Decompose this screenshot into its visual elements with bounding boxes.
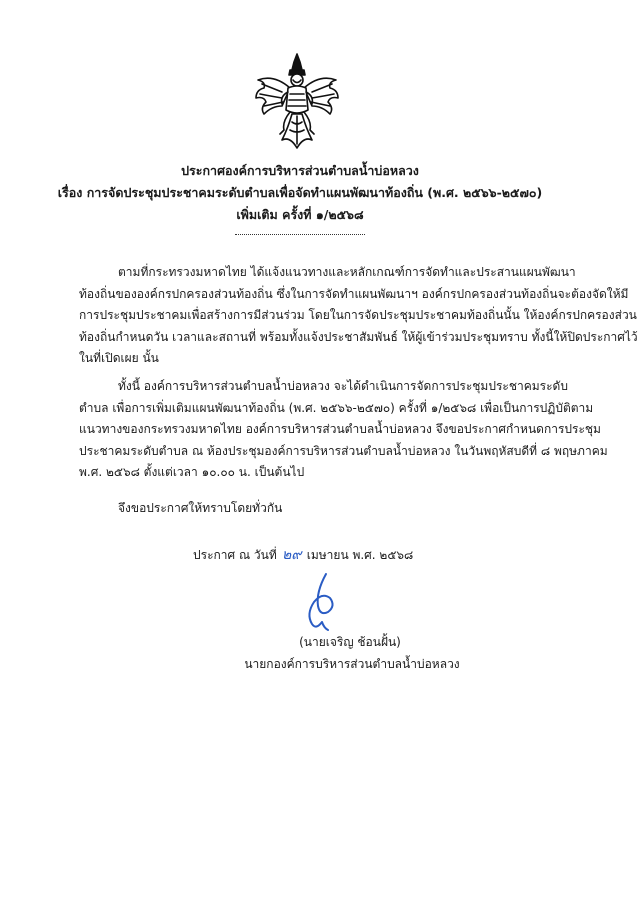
paragraph-line: จึงขอประกาศให้ทราบโดยทั่วกัน: [118, 501, 283, 515]
date-suffix: เมษายน พ.ศ. ๒๕๖๘: [306, 548, 414, 562]
paragraph-background: [79, 262, 638, 370]
paragraph-line: ตามที่กระทรวงมหาดไทย ได้แจ้งแนวทางและหลักเกณฑ์การจัดทำและประสานแผนพัฒนา: [118, 265, 576, 279]
signer-name: (นายเจริญ ช้อนฝั้น): [299, 635, 401, 649]
paragraph-line: ท้องถิ่นกำหนดวัน เวลาและสถานที่ พร้อมทั้งแจ้งประชาสัมพันธ์ ให้ผู้เข้าร่วมประชุมทราบ ทั้งนี้ให้ปิดประกาศไว้: [79, 329, 638, 344]
paragraph-closing: [79, 498, 549, 520]
handwritten-signature-icon: [298, 572, 344, 632]
announcement-title: ประกาศองค์การบริหารส่วนตำบลน้ำบ่อหลวง: [181, 163, 419, 178]
paragraph-line: ประชาคมระดับตำบล ณ ห้องประชุมองค์การบริหารส่วนตำบลน้ำบ่อหลวง ในวันพฤหัสบดีที่ ๘ พฤษภาคม: [79, 443, 608, 458]
announcement-date: [193, 545, 413, 565]
announcement-revision: เพิ่มเติม ครั้งที่ ๑/๒๕๖๘: [236, 207, 364, 222]
date-day-handwritten: ๒๙: [282, 547, 302, 563]
paragraph-line: ท้องถิ่นขององค์กรปกครองส่วนท้องถิ่น ซึ่งในการจัดทำแผนพัฒนาฯ องค์กรปกครองส่วนท้องถิ่นจะต้องจัดให้มี: [79, 286, 629, 301]
paragraph-schedule: [79, 376, 608, 484]
announcement-subject: เรื่อง การจัดประชุมประชาคมระดับตำบลเพื่อจัดทำแผนพัฒนาท้องถิ่น (พ.ศ. ๒๕๖๖-๒๕๗๐): [57, 185, 543, 200]
garuda-emblem-icon: [252, 52, 342, 150]
paragraph-line: ทั้งนี้ องค์การบริหารส่วนตำบลน้ำบ่อหลวง จะได้ดำเนินการจัดการประชุมประชาคมระดับ: [118, 379, 568, 393]
date-prefix: ประกาศ ณ วันที่: [193, 548, 277, 562]
paragraph-line: พ.ศ. ๒๕๖๘ ตั้งแต่เวลา ๑๐.๐๐ น. เป็นต้นไป: [79, 465, 305, 479]
dotted-divider: [235, 234, 365, 235]
paragraph-line: ตำบล เพื่อการเพิ่มเติมแผนพัฒนาท้องถิ่น (พ.ศ. ๒๕๖๖-๒๕๗๐) ครั้งที่ ๑/๒๕๖๘ เพื่อเป็นการปฏิบัติตาม: [79, 400, 594, 415]
signer-title: นายกองค์การบริหารส่วนตำบลน้ำบ่อหลวง: [244, 657, 460, 671]
paragraph-line: การประชุมประชาคมเพื่อสร้างการมีส่วนร่วม โดยในการจัดประชุมประชาคมท้องถิ่นนั้น ให้องค์กรปกครองส่วน: [79, 308, 637, 322]
paragraph-line: ในที่เปิดเผย นั้น: [79, 351, 159, 365]
paragraph-line: แนวทางของกระทรวงมหาดไทย องค์การบริหารส่วนตำบลน้ำบ่อหลวง จึงขอประกาศกำหนดการประชุม: [79, 422, 601, 436]
